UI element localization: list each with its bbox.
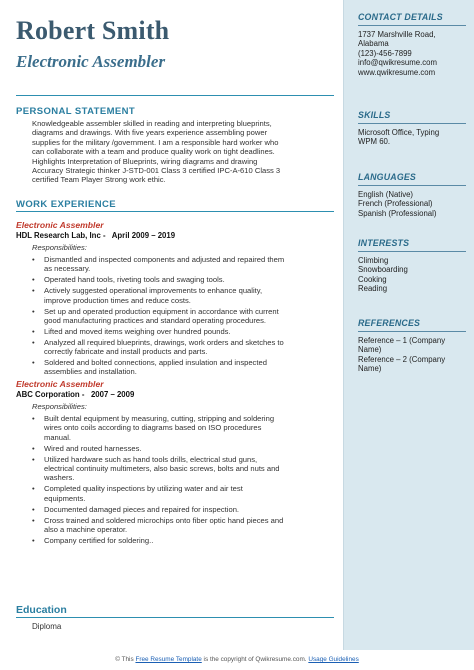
- job-company: HDL Research Lab, Inc -: [16, 231, 106, 240]
- copyright-footer: [0, 652, 474, 670]
- references-list: [358, 336, 468, 374]
- list-item: • Utilized hardware such as hand tools drills, electrical stud guns, electrical continuity multimeters, also basic screws, bolts and nuts and washers.: [32, 454, 280, 483]
- education-divider: [16, 617, 334, 618]
- statement-line: Accuracy Strategic thinker J-STD-001 Class 3 certified IPC-A-610 Class 3: [32, 166, 281, 176]
- job-dates: 2007 – 2009: [90, 390, 135, 399]
- statement-line: Highlights Interpretation of Blueprints, wiring diagrams and drawing: [32, 156, 258, 166]
- contact-phone: (123)-456-7899: [358, 48, 412, 58]
- list-item: • Dismantled and inspected components and adjusted and repaired them as necessary.: [32, 255, 285, 274]
- list-item: • Cross trained and soldered microchips onto fiber optic hand pieces and also a machine operator.: [32, 515, 284, 534]
- interest-item: Reading: [358, 284, 388, 294]
- language-item: English (Native): [358, 190, 414, 199]
- candidate-title: Electronic Assembler: [16, 52, 166, 71]
- list-item: • Completed quality inspections by utilizing water and air test equipments.: [32, 484, 243, 503]
- job-bullets: [32, 414, 334, 547]
- job-bullets: [32, 255, 334, 378]
- responsibilities-label: Responsibilities:: [32, 243, 87, 252]
- job-dates: April 2009 – 2019: [111, 231, 176, 240]
- reference-item: Name): [358, 345, 382, 355]
- statement-line: Knowledgeable assembler skilled in reading and interpreting blueprints,: [32, 119, 272, 128]
- reference-item: Name): [358, 364, 382, 374]
- skills-heading: SKILLS: [358, 110, 391, 120]
- languages-divider: [358, 185, 466, 186]
- responsibilities-label: Responsibilities:: [32, 402, 87, 411]
- interest-item: Snowboarding: [358, 265, 408, 275]
- skill-line: Microsoft Office, Typing: [358, 128, 440, 137]
- footer-middle: is the copyright of Qwikresume.com.: [203, 656, 307, 663]
- contact-address-line: Alabama: [358, 39, 389, 49]
- statement-line: certified Team Player Strong work ethic.: [32, 175, 166, 185]
- usage-guidelines-link[interactable]: Usage Guidelines: [308, 656, 359, 663]
- job-title: Electronic Assembler: [16, 220, 104, 230]
- contact-details: [358, 30, 468, 77]
- language-item: Spanish (Professional): [358, 208, 437, 218]
- statement-line: can collaborate with a team and produce quality work on tight deadlines.: [32, 147, 275, 157]
- language-item: French (Professional): [358, 199, 433, 209]
- list-item: • Analyzed all required blueprints, drawings, work orders and sketches to correctly fabricate and install products and parts.: [32, 337, 284, 357]
- list-item: • Company certified for soldering..: [32, 535, 154, 545]
- references-heading: REFERENCES: [358, 318, 421, 328]
- skills-list: [358, 128, 468, 147]
- personal-statement-heading: PERSONAL STATEMENT: [16, 106, 136, 117]
- work-experience-heading: WORK EXPERIENCE: [16, 199, 116, 210]
- statement-line: supplies for the military /government. I am a responsible hard worker who: [32, 137, 279, 147]
- contact-address-line: 1737 Marshville Road,: [358, 30, 436, 39]
- list-item: • Wired and routed harnesses.: [32, 443, 142, 453]
- education-item: Diploma: [32, 622, 62, 631]
- education-heading: Education: [16, 604, 67, 616]
- statement-line: diagrams and drawings. With five years experience assembling power: [32, 128, 268, 138]
- job-title: Electronic Assembler: [16, 379, 104, 389]
- header-divider: [16, 95, 334, 96]
- list-item: • Documented damaged pieces and repaired for inspection.: [32, 504, 240, 514]
- job-company-dates: [16, 390, 134, 399]
- interests-heading: INTERESTS: [358, 238, 410, 248]
- work-experience-divider: [16, 211, 334, 212]
- list-item: • Actively suggested operational improvements to enhance quality, improve production times and reduce costs.: [32, 286, 263, 305]
- footer-prefix: © This: [115, 656, 134, 663]
- free-resume-template-link[interactable]: Free Resume Template: [135, 656, 202, 663]
- job-company-dates: [16, 231, 175, 240]
- contact-heading: CONTACT DETAILS: [358, 12, 443, 22]
- interest-item: Climbing: [358, 256, 389, 265]
- personal-statement-text: [32, 119, 334, 185]
- skill-line: WPM 60.: [358, 137, 391, 147]
- contact-divider: [358, 25, 466, 26]
- contact-email[interactable]: info@qwikresume.com: [358, 58, 437, 68]
- skills-divider: [358, 123, 466, 124]
- reference-item: Reference – 1 (Company: [358, 336, 446, 345]
- job-company: ABC Corporation -: [16, 390, 85, 399]
- interests-list: [358, 256, 468, 294]
- list-item: • Lifted and moved items weighing over hundred pounds.: [32, 326, 231, 336]
- interest-item: Cooking: [358, 274, 387, 284]
- contact-website[interactable]: www.qwikresume.com: [358, 67, 436, 77]
- interests-divider: [358, 251, 466, 252]
- list-item: • Soldered and bolted connections, applied insulation and inspected assemblies and installation.: [32, 358, 267, 377]
- references-divider: [358, 331, 466, 332]
- list-item: • Set up and operated production equipment in accordance with current good manufacturing practices and standard operating procedures.: [32, 306, 279, 325]
- candidate-name: Robert Smith: [16, 16, 170, 45]
- reference-item: Reference – 2 (Company: [358, 354, 446, 364]
- list-item: • Built dental equipment by measuring, cutting, stripping and soldering wires onto coils according to diagrams based on ISO procedures manual.: [32, 414, 275, 442]
- list-item: • Operated hand tools, riveting tools and swaging tools.: [32, 275, 225, 285]
- resume-sidebar: [343, 0, 474, 650]
- languages-heading: LANGUAGES: [358, 172, 417, 182]
- languages-list: [358, 190, 468, 218]
